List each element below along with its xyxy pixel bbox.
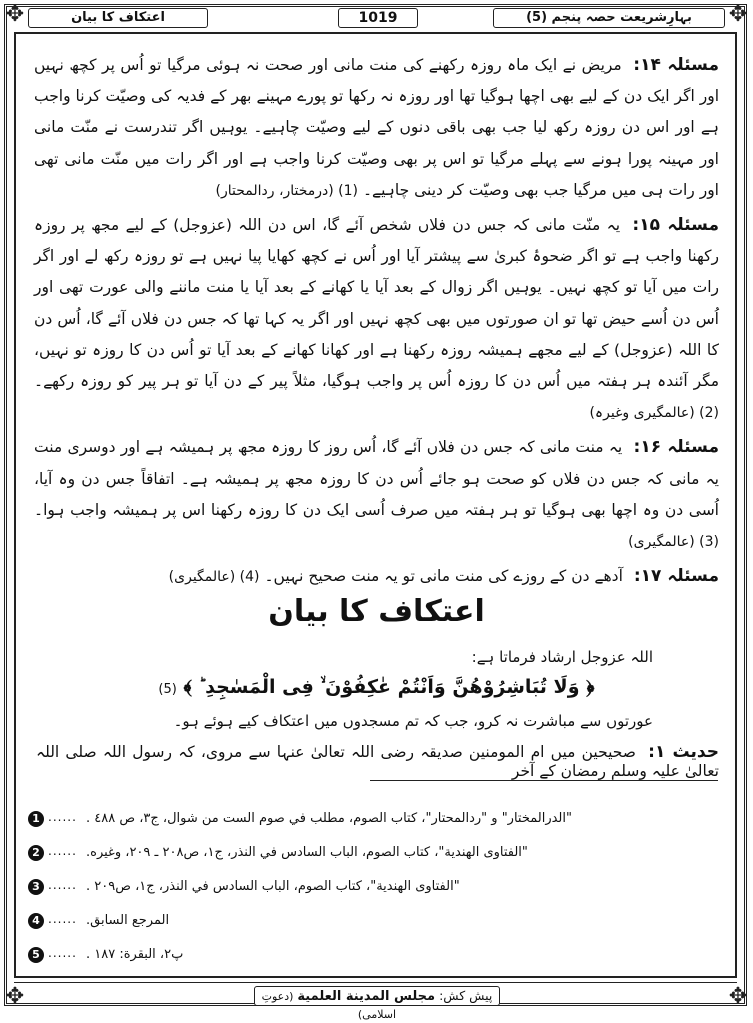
section-title: اعتکاف کا بیان (268, 594, 485, 629)
footnote-item (28, 944, 718, 969)
corner-ornament-icon: ✥ (5, 984, 25, 1009)
footnote-number: 3 (28, 879, 44, 895)
masla-reference: (2) (عالمگیری وغیرہ) (589, 405, 719, 422)
main-text (34, 50, 719, 596)
footnote-leader: ...... (48, 912, 77, 926)
masla-17 (34, 561, 719, 593)
footnote-text: "الفتاوی الهندية"، كتاب الصوم، الباب السادس في النذر، ج١، ص٢٠٩ . (86, 879, 460, 894)
masla-label: مسئلہ ۱۵: (632, 215, 719, 236)
footer-org: (دعوتِ اسلامی) (261, 990, 397, 1021)
page-header (20, 8, 733, 30)
footer-divider (14, 982, 737, 983)
masla-reference: (3) (عالمگیری) (628, 534, 719, 551)
masla-16 (34, 432, 719, 558)
footnotes (28, 808, 718, 978)
footnote-item (28, 808, 718, 833)
footnote-item (28, 842, 718, 867)
footnote-item (28, 876, 718, 901)
footnote-item (28, 910, 718, 935)
footnote-text: پ٢، البقرة: ١٨٧ . (86, 947, 184, 962)
footnote-leader: ...... (48, 946, 77, 960)
footnote-number: 4 (28, 913, 44, 929)
corner-ornament-icon: ✥ (728, 984, 748, 1009)
footnote-leader: ...... (48, 810, 77, 824)
page-number: 1019 (338, 8, 418, 28)
verse-text: ﴿ وَلَا تُبَاشِرُوْهُنَّ وَاَنْتُمْ عٰكِفُوْنَ ۙ فِی الْمَسٰجِدِ ؕ ﴾ (183, 676, 595, 698)
masla-label: مسئلہ ۱۷: (633, 566, 719, 587)
page-footer (254, 986, 500, 1021)
masla-label: مسئلہ ۱۴: (633, 55, 719, 75)
masla-reference: (1) (درمختار، ردالمحتار) (215, 182, 359, 199)
section-lead: اللہ عزوجل ارشاد فرماتا ہے: (471, 648, 653, 666)
verse-reference: (5) (158, 682, 177, 697)
footer-prefix: پیش کش: (439, 988, 493, 1003)
masla-reference: (4) (عالمگیری) (168, 569, 260, 586)
footnote-text: "الدرالمختار" و "ردالمحتار"، كتاب الصوم، مطلب في صوم الست من شوال، ج٣، ص ٤٨٨ . (86, 811, 572, 826)
footnote-text: المرجع السابق. (86, 913, 170, 928)
masla-text: یہ منّت مانی کہ جس دن فلاں شخص آئے گا، اس دن اللہ (عزوجل) کے لیے مجھ پر روزہ رکھنا واجب ہے تو اگر ضحوۂ کبریٰ سے پیشتر آیا اور اُس نے کچھ کھایا پیا نہیں ہے تو روزہ رکھ لے اور اگر رات میں آیا تو کچھ نہیں۔ یوہیں اگر زوال کے بعد آیا یا کھانے کے بعد آیا یا منت ماننے والی عورت تھی اور اُس دن اُسے حیض تھا تو ان صورتوں میں بھی کچھ نہیں اور اگر یہ کہا تھا کہ جس دن فلاں آئے گا، اُس دن کا اللہ (عزوجل) کے لیے مجھے ہمیشہ روزہ رکھنا ہے اور کھانا کھانے کے بعد آیا تو اُس دن کا روزہ تو نہیں، مگر آئندہ ہر ہفتہ میں اُس دن کا روزہ اُس پر واجب ہوگیا، مثلاً پیر کے دن آیا تو ہر پیر کو روزہ رکھے۔ (34, 216, 719, 391)
masla-text: آدھے دن کے روزے کی منت مانی تو یہ منت صحیح نہیں۔ (264, 567, 623, 586)
hadith-label: حدیث ۱: (648, 742, 720, 762)
footnote-leader: ...... (48, 878, 77, 892)
footnote-leader: ...... (48, 844, 77, 858)
footnote-number: 2 (28, 845, 44, 861)
footnote-divider (370, 780, 718, 781)
footer-publisher: مجلس المدينة العلمية (297, 989, 436, 1004)
masla-text: یہ منت مانی کہ جس دن فلاں آئے گا، اُس روز کا روزہ مجھ پر ہمیشہ ہے اور دوسری منت یہ مانی کہ جس دن فلاں کو صحت ہو جائے اُس دن کا روزہ مجھ پر ہمیشہ ہے۔ اتفاقاً جس دن وہ آیا، اُسی دن وہ اچھا بھی ہوگیا تو ہر ہفتہ میں صرف اُسی ایک دن کا روزہ رکھنا اس پر ہمیشہ واجب ہوا۔ (34, 438, 719, 519)
masla-15 (34, 210, 719, 429)
masla-label: مسئلہ ۱۶: (633, 437, 719, 458)
corner-ornament-icon: ✥ (5, 2, 25, 27)
hadith-1 (36, 742, 719, 780)
chapter-title: اعتکاف کا بیان (28, 8, 208, 28)
footnote-text: "الفتاوی الهندية"، كتاب الصوم، الباب السادس في النذر، ج١، ص٢٠٨ ـ ٢٠٩، وغيره. (86, 845, 528, 860)
hadith-text: صحیحین میں ام المومنین صدیقہ رضی اللہ تعالیٰ عنہا سے مروی، کہ رسول اللہ صلی اللہ تعالیٰ علیہ وسلم رمضان کے آخر (36, 743, 719, 780)
footnote-number: 1 (28, 811, 44, 827)
masla-text: مریض نے ایک ماہ روزہ رکھنے کی منت مانی اور صحت نہ ہوئی مرگیا تو اُس پر کچھ نہیں اور اگر ایک دن کے لیے بھی اچھا ہوگیا تھا اور روزہ نہ رکھا تو پورے مہینے بھر کے فدیہ کی وصیّت کرنا واجب ہے اور اس دن روزہ رکھ لیا جب بھی باقی دنوں کے لیے وصیّت چاہیے۔ یوہیں اگر تندرست نے منّت مانی اور مہینہ پورا ہونے سے پہلے مرگیا تو اس پر بھی وصیّت کرنا واجب ہے اور اگر رات میں منّت مانی تھی اور رات ہی میں مرگیا جب بھی وصیّت کر دینی چاہیے۔ (34, 56, 719, 199)
quran-verse (0, 676, 753, 698)
book-title: بہارِشریعت حصہ پنجم (5) (493, 8, 725, 28)
verse-translation: عورتوں سے مباشرت نہ کرو، جب کہ تم مسجدوں میں اعتکاف کیے ہوئے ہو۔ (173, 712, 653, 730)
masla-14 (34, 50, 719, 207)
footnote-number: 5 (28, 947, 44, 963)
corner-ornament-icon: ✥ (728, 2, 748, 27)
